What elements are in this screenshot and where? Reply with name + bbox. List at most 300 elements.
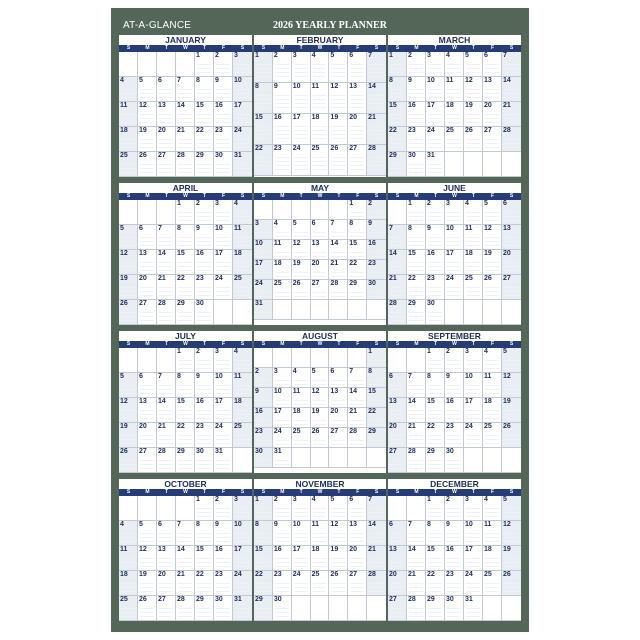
- note-lines: [140, 161, 154, 174]
- note-lines: [235, 605, 250, 618]
- day-number: 12: [503, 373, 511, 380]
- wall-planner: [111, 8, 529, 632]
- day-number: 26: [503, 423, 511, 430]
- day-cell: [407, 398, 426, 423]
- note-lines: [294, 397, 308, 405]
- day-cell: [483, 275, 502, 300]
- day-number: 2: [368, 200, 373, 207]
- day-cell: [138, 225, 157, 250]
- day-cell: [214, 398, 233, 423]
- note-lines: [216, 209, 230, 222]
- day-number: 30: [215, 152, 223, 159]
- day-number: 22: [177, 423, 185, 430]
- note-lines: [294, 289, 308, 297]
- note-lines: [504, 382, 519, 395]
- day-number: 21: [368, 114, 376, 121]
- day-cell: [388, 571, 407, 596]
- day-number: 7: [408, 373, 412, 380]
- empty-cell: [233, 300, 252, 325]
- day-number: 28: [389, 300, 397, 307]
- day-number: 1: [196, 496, 200, 503]
- day-number: 3: [292, 496, 297, 503]
- note-lines: [294, 269, 308, 277]
- month-september: [388, 331, 521, 473]
- weekday-label: F: [356, 193, 360, 199]
- day-cell: [214, 225, 233, 250]
- day-cell: [273, 496, 292, 521]
- day-number: 5: [292, 220, 297, 227]
- empty-cell: [138, 496, 157, 521]
- weekday-label: W: [452, 489, 457, 495]
- day-cell: [119, 521, 138, 546]
- empty-cell: [348, 596, 367, 621]
- empty-cell: [329, 200, 348, 220]
- weekday-label: M: [414, 489, 419, 495]
- day-number: 9: [446, 373, 450, 380]
- day-number: 9: [273, 521, 278, 528]
- day-number: 12: [139, 102, 147, 109]
- empty-cell: [502, 596, 521, 621]
- weekday-label: T: [202, 341, 207, 347]
- note-lines: [428, 505, 442, 518]
- day-number: 20: [349, 114, 358, 121]
- day-cell: [445, 448, 464, 473]
- note-lines: [409, 136, 423, 149]
- day-number: 26: [139, 152, 147, 159]
- day-cell: [388, 52, 407, 77]
- note-lines: [428, 111, 442, 124]
- weekday-label: S: [509, 489, 514, 495]
- day-number: 27: [484, 127, 492, 134]
- day-number: 29: [177, 300, 185, 307]
- day-cell: [426, 127, 445, 152]
- note-lines: [197, 309, 211, 322]
- note-lines: [216, 136, 230, 149]
- day-cell: [502, 348, 521, 373]
- note-lines: [390, 234, 404, 247]
- day-number: 14: [368, 83, 376, 90]
- day-cell: [367, 521, 386, 546]
- day-number: 16: [196, 398, 204, 405]
- empty-cell: [292, 348, 311, 368]
- note-lines: [275, 605, 289, 618]
- note-lines: [390, 259, 404, 272]
- day-number: 25: [484, 571, 492, 578]
- note-lines: [197, 555, 211, 568]
- weekday-label: T: [433, 193, 438, 199]
- day-number: 18: [311, 114, 320, 121]
- month-march: [388, 35, 521, 177]
- day-cell: [388, 225, 407, 250]
- day-cell: [329, 388, 348, 408]
- day-number: 15: [177, 250, 185, 257]
- day-cell: [233, 250, 252, 275]
- note-lines: [216, 432, 230, 445]
- day-number: 7: [408, 521, 412, 528]
- day-number: 22: [255, 571, 263, 578]
- day-cell: [195, 373, 214, 398]
- day-cell: [445, 77, 464, 102]
- day-cell: [483, 348, 502, 373]
- note-lines: [140, 407, 154, 420]
- note-lines: [350, 249, 364, 257]
- day-cell: [483, 127, 502, 152]
- day-number: 5: [139, 521, 143, 528]
- note-lines: [216, 86, 230, 99]
- day-number: 19: [465, 102, 473, 109]
- note-lines: [275, 555, 289, 568]
- weekday-label: S: [261, 193, 266, 199]
- empty-cell: [388, 200, 407, 225]
- day-number: 3: [273, 368, 278, 375]
- note-lines: [121, 382, 135, 395]
- day-cell: [119, 546, 138, 571]
- day-cell: [176, 225, 195, 250]
- empty-cell: [292, 200, 311, 220]
- day-cell: [464, 521, 483, 546]
- day-cell: [483, 52, 502, 77]
- day-number: 31: [465, 596, 473, 603]
- note-lines: [504, 432, 519, 445]
- weekday-label: F: [221, 489, 226, 495]
- note-lines: [216, 234, 230, 247]
- day-number: 20: [503, 250, 511, 257]
- note-lines: [178, 136, 192, 149]
- day-cell: [329, 408, 348, 428]
- day-cell: [233, 496, 252, 521]
- note-lines: [121, 259, 135, 272]
- day-number: 12: [311, 388, 320, 395]
- weekday-label: T: [337, 489, 341, 495]
- day-number: 21: [177, 571, 185, 578]
- weekday-label: W: [183, 45, 188, 51]
- day-cell: [254, 388, 273, 408]
- day-number: 26: [120, 448, 128, 455]
- day-cell: [426, 448, 445, 473]
- day-number: 10: [465, 521, 473, 528]
- day-number: 15: [255, 546, 263, 553]
- weekday-label: S: [240, 341, 245, 347]
- note-lines: [178, 86, 192, 99]
- note-lines: [178, 111, 192, 124]
- note-lines: [350, 505, 364, 518]
- note-lines: [256, 555, 270, 568]
- day-number: 22: [196, 571, 204, 578]
- note-lines: [256, 530, 270, 543]
- note-lines: [313, 437, 327, 445]
- day-cell: [138, 546, 157, 571]
- note-lines: [159, 580, 173, 593]
- weekday-label: S: [395, 193, 400, 199]
- day-number: 10: [234, 77, 242, 84]
- day-cell: [445, 596, 464, 621]
- note-lines: [235, 86, 250, 99]
- day-cell: [292, 260, 311, 280]
- day-cell: [311, 114, 330, 145]
- empty-cell: [273, 300, 292, 320]
- note-lines: [466, 61, 480, 74]
- note-lines: [235, 382, 250, 395]
- note-lines: [235, 234, 250, 247]
- day-cell: [367, 220, 386, 240]
- day-number: 16: [255, 408, 263, 415]
- empty-cell: [273, 200, 292, 220]
- note-lines: [428, 580, 442, 593]
- day-cell: [233, 521, 252, 546]
- day-cell: [119, 225, 138, 250]
- day-cell: [464, 398, 483, 423]
- day-number: 12: [330, 83, 339, 90]
- day-number: 19: [139, 571, 147, 578]
- day-number: 27: [389, 448, 397, 455]
- note-lines: [140, 309, 154, 322]
- day-number: 10: [273, 388, 282, 395]
- note-lines: [504, 530, 519, 543]
- day-number: 20: [139, 423, 147, 430]
- day-number: 19: [503, 398, 511, 405]
- day-number: 3: [465, 496, 469, 503]
- note-lines: [294, 417, 308, 425]
- day-cell: [311, 280, 330, 300]
- day-number: 28: [368, 571, 376, 578]
- day-cell: [348, 240, 367, 260]
- day-number: 20: [349, 546, 358, 553]
- weekday-label: S: [509, 193, 514, 199]
- day-number: 4: [234, 200, 238, 207]
- day-cell: [407, 152, 426, 177]
- month-name: JUNE: [443, 183, 466, 193]
- day-cell: [119, 423, 138, 448]
- day-number: 25: [311, 571, 320, 578]
- day-cell: [329, 521, 348, 546]
- day-number: 20: [389, 423, 397, 430]
- day-cell: [464, 373, 483, 398]
- note-lines: [390, 111, 404, 124]
- note-lines: [390, 457, 404, 470]
- empty-cell: [157, 348, 176, 373]
- note-lines: [294, 61, 308, 80]
- day-cell: [273, 145, 292, 176]
- note-lines: [275, 229, 289, 237]
- day-number: 16: [368, 240, 376, 247]
- note-lines: [504, 407, 519, 420]
- day-cell: [388, 596, 407, 621]
- note-lines: [504, 234, 519, 247]
- day-number: 26: [330, 145, 339, 152]
- day-cell: [195, 250, 214, 275]
- weekday-header: [254, 341, 386, 348]
- day-cell: [273, 596, 292, 621]
- day-number: 14: [330, 240, 339, 247]
- day-cell: [407, 300, 426, 325]
- day-number: 1: [408, 200, 412, 207]
- day-cell: [292, 52, 311, 83]
- month-october: [119, 479, 252, 621]
- weekday-label: S: [240, 45, 245, 51]
- note-lines: [159, 86, 173, 99]
- day-number: 18: [292, 408, 301, 415]
- day-number: 13: [349, 521, 358, 528]
- weekday-label: F: [356, 45, 360, 51]
- note-lines: [256, 580, 270, 593]
- day-cell: [367, 240, 386, 260]
- day-cell: [445, 398, 464, 423]
- note-lines: [216, 259, 230, 272]
- note-lines: [350, 437, 364, 445]
- note-lines: [369, 397, 384, 405]
- day-number: 6: [139, 225, 143, 232]
- day-cell: [292, 571, 311, 596]
- day-number: 13: [349, 83, 358, 90]
- day-cell: [214, 52, 233, 77]
- note-lines: [447, 505, 461, 518]
- day-number: 30: [196, 300, 204, 307]
- day-cell: [367, 388, 386, 408]
- empty-cell: [292, 300, 311, 320]
- note-lines: [447, 111, 461, 124]
- weekday-label: T: [202, 489, 207, 495]
- day-grid: [388, 348, 521, 473]
- note-lines: [504, 580, 519, 593]
- note-lines: [121, 161, 135, 174]
- note-lines: [216, 457, 230, 470]
- day-cell: [195, 77, 214, 102]
- day-number: 11: [446, 77, 454, 84]
- day-cell: [367, 83, 386, 114]
- day-cell: [254, 83, 273, 114]
- note-lines: [235, 530, 250, 543]
- day-number: 11: [465, 225, 473, 232]
- weekday-header: [119, 341, 252, 348]
- day-number: 9: [368, 220, 373, 227]
- day-number: 10: [446, 225, 454, 232]
- note-lines: [369, 377, 384, 385]
- day-number: 23: [273, 571, 282, 578]
- day-number: 13: [158, 102, 166, 109]
- day-cell: [329, 368, 348, 388]
- note-lines: [369, 229, 384, 237]
- day-cell: [176, 102, 195, 127]
- day-number: 28: [330, 280, 339, 287]
- note-lines: [466, 505, 480, 518]
- day-cell: [119, 127, 138, 152]
- note-lines: [313, 530, 327, 543]
- day-cell: [407, 521, 426, 546]
- note-lines: [331, 249, 345, 257]
- day-number: 17: [215, 398, 223, 405]
- day-cell: [273, 408, 292, 428]
- note-lines: [447, 530, 461, 543]
- weekday-label: T: [299, 341, 303, 347]
- weekday-label: M: [280, 193, 285, 199]
- weekday-label: T: [299, 193, 303, 199]
- note-lines: [447, 136, 461, 149]
- note-lines: [485, 505, 499, 518]
- weekday-label: T: [164, 489, 169, 495]
- day-cell: [464, 250, 483, 275]
- day-cell: [502, 521, 521, 546]
- weekday-label: M: [414, 45, 419, 51]
- day-number: 26: [465, 127, 473, 134]
- day-cell: [138, 152, 157, 177]
- day-cell: [233, 423, 252, 448]
- weekday-header: [119, 489, 252, 496]
- day-cell: [311, 145, 330, 176]
- day-cell: [233, 127, 252, 152]
- day-cell: [311, 260, 330, 280]
- note-lines: [485, 555, 499, 568]
- day-number: 10: [292, 83, 301, 90]
- day-cell: [233, 102, 252, 127]
- note-lines: [294, 249, 308, 257]
- note-lines: [178, 161, 192, 174]
- day-number: 15: [196, 546, 204, 553]
- day-number: 4: [234, 348, 238, 355]
- day-cell: [407, 546, 426, 571]
- note-lines: [275, 417, 289, 425]
- note-lines: [331, 123, 345, 142]
- note-lines: [390, 605, 404, 618]
- day-cell: [273, 521, 292, 546]
- day-number: 25: [446, 127, 454, 134]
- note-lines: [121, 457, 135, 470]
- day-cell: [464, 596, 483, 621]
- day-number: 14: [503, 77, 511, 84]
- day-cell: [292, 546, 311, 571]
- day-cell: [292, 240, 311, 260]
- day-number: 30: [446, 448, 454, 455]
- note-lines: [350, 92, 364, 111]
- day-number: 22: [255, 145, 263, 152]
- day-number: 14: [177, 102, 185, 109]
- note-lines: [256, 123, 270, 142]
- day-cell: [388, 398, 407, 423]
- day-number: 20: [158, 127, 166, 134]
- day-cell: [367, 52, 386, 83]
- day-cell: [233, 152, 252, 177]
- day-cell: [311, 496, 330, 521]
- day-cell: [195, 571, 214, 596]
- weekday-label: T: [164, 45, 169, 51]
- day-cell: [138, 275, 157, 300]
- note-lines: [313, 397, 327, 405]
- note-lines: [197, 457, 211, 470]
- note-lines: [504, 61, 519, 74]
- day-cell: [214, 448, 233, 473]
- day-cell: [254, 260, 273, 280]
- note-lines: [485, 111, 499, 124]
- note-lines: [369, 505, 384, 518]
- empty-cell: [311, 300, 330, 320]
- note-lines: [331, 269, 345, 277]
- day-cell: [292, 145, 311, 176]
- day-cell: [348, 521, 367, 546]
- day-cell: [214, 250, 233, 275]
- weekday-label: S: [374, 193, 379, 199]
- day-cell: [138, 127, 157, 152]
- note-lines: [140, 432, 154, 445]
- day-cell: [254, 521, 273, 546]
- day-cell: [214, 200, 233, 225]
- day-cell: [157, 102, 176, 127]
- day-number: 29: [427, 448, 435, 455]
- note-lines: [197, 432, 211, 445]
- weekday-label: S: [509, 45, 514, 51]
- day-number: 7: [349, 368, 354, 375]
- day-cell: [119, 448, 138, 473]
- day-number: 1: [389, 52, 393, 59]
- day-number: 22: [349, 260, 358, 267]
